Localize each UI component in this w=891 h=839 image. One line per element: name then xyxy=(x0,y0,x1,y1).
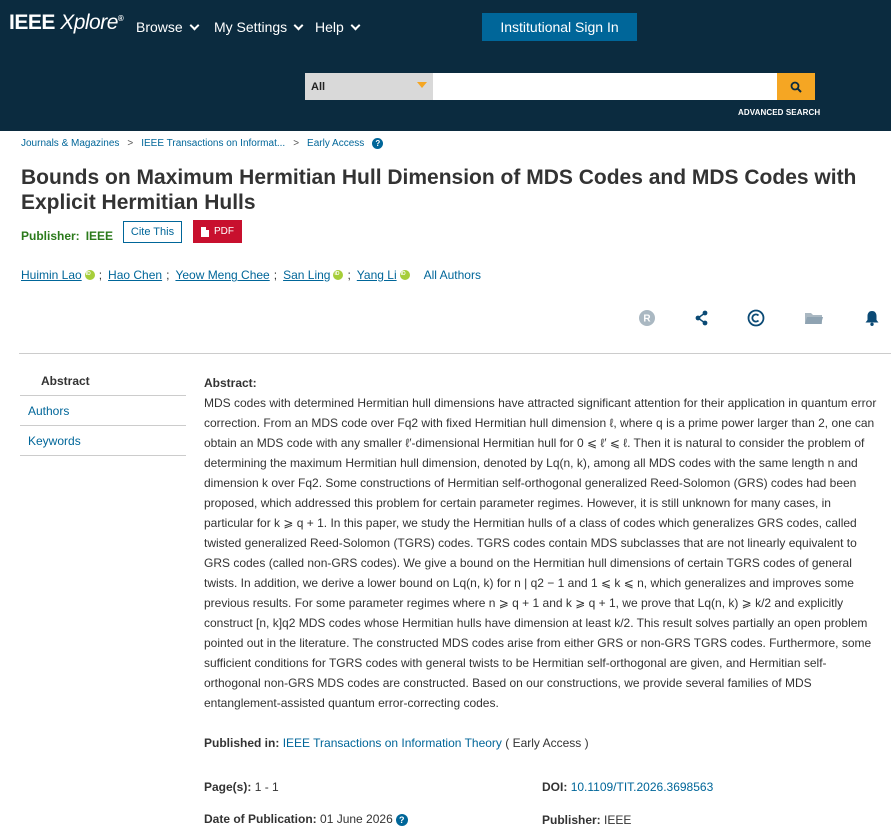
nav-browse[interactable] xyxy=(136,19,198,35)
date-meta xyxy=(204,812,408,826)
pdf-label: PDF xyxy=(214,226,234,237)
caret-down-icon xyxy=(417,82,427,88)
ieee-xplore-logo[interactable] xyxy=(9,11,123,35)
author-list xyxy=(21,268,481,282)
journal-link[interactable]: IEEE Transactions on Information Theory xyxy=(282,736,502,750)
top-header xyxy=(0,0,891,131)
pdf-file-icon xyxy=(201,227,209,237)
breadcrumb-transactions[interactable]: IEEE Transactions on Informat... xyxy=(141,138,286,149)
author-link[interactable]: Hao Chen xyxy=(108,268,163,282)
copyright-icon[interactable] xyxy=(747,309,765,327)
publisher-line xyxy=(21,229,113,243)
section-nav-keywords[interactable]: Keywords xyxy=(20,426,186,456)
publisher-meta-value: IEEE xyxy=(604,813,632,827)
advanced-search-link[interactable]: ADVANCED SEARCH xyxy=(738,108,821,117)
logo-italic: Xplore xyxy=(60,11,118,34)
published-in-label: Published in: xyxy=(204,736,280,750)
search-bar xyxy=(305,73,815,100)
divider xyxy=(19,353,891,354)
all-authors-link[interactable]: All Authors xyxy=(423,268,481,282)
orcid-icon[interactable] xyxy=(85,270,95,280)
help-icon[interactable]: ? xyxy=(396,814,408,826)
cite-this-button[interactable]: Cite This xyxy=(123,221,182,243)
author-separator: ; xyxy=(98,268,103,282)
share-icon[interactable] xyxy=(693,309,711,327)
author-separator: ; xyxy=(347,268,351,282)
author-link[interactable]: San Ling xyxy=(283,268,331,282)
author-link[interactable]: Yang Li xyxy=(356,268,397,282)
date-value: 01 June 2026 xyxy=(320,812,393,826)
author-separator: ; xyxy=(166,268,170,282)
chevron-down-icon xyxy=(189,20,199,30)
publisher-meta xyxy=(542,813,631,827)
pdf-button[interactable] xyxy=(193,220,242,243)
logo-text: IEEE xyxy=(9,11,55,34)
early-access-status: ( Early Access ) xyxy=(505,736,589,750)
breadcrumb-early-access[interactable]: Early Access xyxy=(307,138,365,149)
search-input[interactable] xyxy=(433,73,777,100)
author-link[interactable]: Yeow Meng Chee xyxy=(175,268,270,282)
pages-meta xyxy=(204,780,279,794)
doi-label: DOI: xyxy=(542,780,568,794)
rights-permissions-icon[interactable] xyxy=(638,309,656,327)
search-button[interactable] xyxy=(777,73,815,100)
orcid-icon[interactable] xyxy=(400,270,410,280)
breadcrumb-separator: > xyxy=(127,138,134,149)
pages-value: 1 - 1 xyxy=(254,780,279,794)
doi-meta xyxy=(542,780,713,794)
author-link[interactable]: Huimin Lao xyxy=(21,268,82,282)
abstract-heading: Abstract: xyxy=(204,376,257,390)
publisher-meta-label: Publisher: xyxy=(542,813,601,827)
publisher-value: IEEE xyxy=(85,229,114,243)
abstract-text: MDS codes with determined Hermitian hull dimensions have attracted significant attention for their application in quantum error correction. From an MDS code over Fq2 with fixed Hermitian hull dimension ℓ, where q is a prime power larger than 2, one can obtain an MDS code with any smaller ℓ′-dimensional Hermitian hull for 0 ⩽ ℓ′ ⩽ ℓ. Then it is natural to consider the problem of determining the maximum Hermitian hull dimension, denoted by Lq(n, k), among all MDS codes with the same length n and dimension k over Fq2. Some constructions of Hermitian self-orthogonal generalized Reed-Solomon (GRS) codes had been proposed, which addressed this problem for certain parameter regimes. However, it is still unknown for many cases, in particular for k ⩾ q + 1. In this paper, we study the Hermitian hulls of a class of codes which generalizes GRS codes, called twisted generalized Reed-Solomon (TGRS) codes. TGRS codes contain MDS subclasses that are not linearly equivalent to GRS codes (called non-GRS codes). We give a bound on the Hermitian hull dimensions of certain TGRS codes of general twists. In addition, we derive a lower bound on Lq(n, k) for n | q2 − 1 and 1 ⩽ k ⩽ n, which generalizes and improves some previous results. For some parameter regimes where n ⩾ q + 1 and k ⩾ q + 1, we prove that Lq(n, k) ⩾ k/2 and explicitly construct [n, k]q2 MDS codes whose Hermitian hulls have dimension at least k/2. This result solves partially an open problem pointed out in the literature. The constructed MDS codes arise from either GRS or non-GRS TGRS codes. Furthermore, some sufficient conditions for TGRS codes with general twists to be Hermitian self-orthogonal are given, and Hermitian self-orthogonal non-GRS MDS codes are constructed. Based on our constructions, we provide several families of MDS entanglement-assisted quantum error-correcting codes. xyxy=(204,396,877,710)
nav-help-label: Help xyxy=(315,19,344,35)
breadcrumb-separator: > xyxy=(293,138,300,149)
date-label: Date of Publication: xyxy=(204,812,317,826)
breadcrumb-journals[interactable]: Journals & Magazines xyxy=(21,138,120,149)
search-scope-select[interactable] xyxy=(305,73,433,100)
chevron-down-icon xyxy=(294,20,304,30)
nav-browse-label: Browse xyxy=(136,19,183,35)
help-icon[interactable]: ? xyxy=(372,138,383,149)
nav-my-settings[interactable] xyxy=(214,19,302,35)
orcid-icon[interactable] xyxy=(333,270,343,280)
publisher-label: Publisher: xyxy=(21,229,80,243)
institutional-sign-in-button[interactable]: Institutional Sign In xyxy=(482,13,637,41)
section-nav-abstract[interactable]: Abstract xyxy=(20,366,186,396)
search-scope-value: All xyxy=(311,80,326,93)
logo-reg: ® xyxy=(117,14,124,23)
section-nav-authors[interactable]: Authors xyxy=(20,396,186,426)
published-in xyxy=(204,736,589,750)
abstract-section xyxy=(204,373,878,713)
search-icon xyxy=(790,81,802,93)
svg-text:R: R xyxy=(643,313,651,325)
doi-link[interactable]: 10.1109/TIT.2026.3698563 xyxy=(570,780,714,794)
section-nav xyxy=(20,366,186,456)
breadcrumb xyxy=(21,138,383,149)
author-separator: ; xyxy=(273,268,278,282)
folder-icon[interactable] xyxy=(804,309,824,327)
pages-label: Page(s): xyxy=(204,780,252,794)
article-title: Bounds on Maximum Hermitian Hull Dimension of MDS Codes and MDS Codes with Explicit Hermitian Hulls xyxy=(21,166,857,214)
nav-my-settings-label: My Settings xyxy=(214,19,288,35)
chevron-down-icon xyxy=(350,20,360,30)
bell-icon[interactable] xyxy=(863,309,881,327)
nav-help[interactable] xyxy=(315,19,359,35)
